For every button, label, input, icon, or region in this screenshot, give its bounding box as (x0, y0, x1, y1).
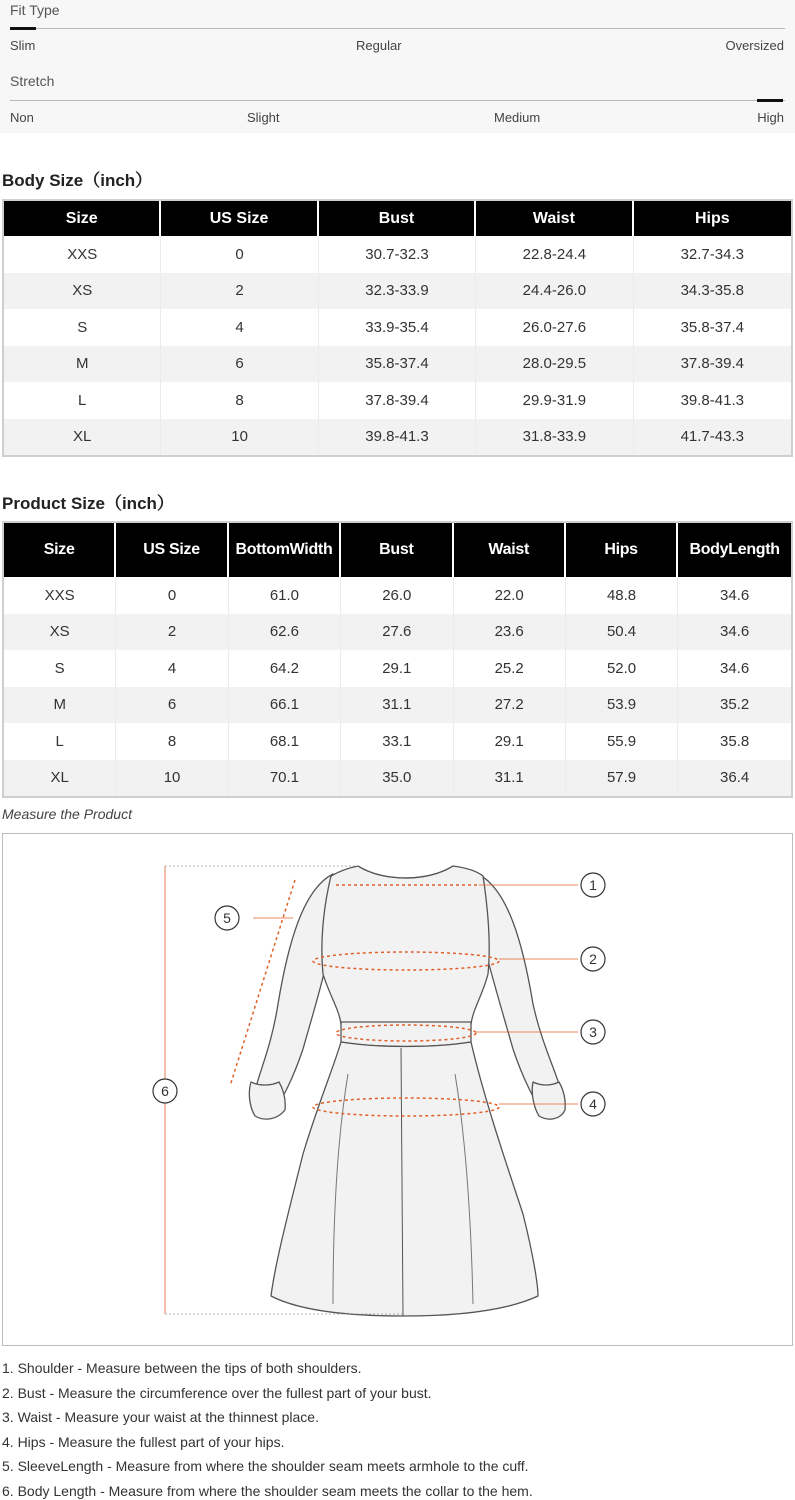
column-header: Bust (319, 201, 476, 236)
table-cell: 0 (116, 577, 228, 614)
measure-caption: Measure the Product (2, 806, 132, 822)
column-header: Size (4, 523, 116, 577)
table-cell: 36.4 (678, 760, 791, 797)
product-size-heading: Product Size（inch） (2, 494, 174, 513)
table-cell: 32.7-34.3 (634, 236, 791, 273)
table-cell: 35.2 (678, 687, 791, 724)
column-header: Bust (341, 523, 453, 577)
stretch-selected-marker (757, 99, 783, 102)
table-cell: 10 (161, 419, 318, 456)
table-cell: 31.1 (341, 687, 453, 724)
table-cell: 48.8 (566, 577, 678, 614)
table-cell: 33.1 (341, 723, 453, 760)
table-cell: 27.6 (341, 614, 453, 651)
stretch-label-medium: Medium (494, 110, 541, 125)
instruction-item: 2. Bust - Measure the circumference over the fullest part of your bust. (2, 1384, 432, 1401)
table-cell: 25.2 (454, 650, 566, 687)
column-header: Hips (566, 523, 678, 577)
column-header: Hips (634, 201, 791, 236)
table-cell: 27.2 (454, 687, 566, 724)
callout-5-label: 5 (223, 910, 231, 926)
table-row (4, 760, 791, 797)
instruction-item: 5. SleeveLength - Measure from where the shoulder seam meets armhole to the cuff. (2, 1458, 529, 1474)
table-cell: 24.4-26.0 (476, 273, 633, 310)
instruction-item: 3. Waist - Measure your waist at the thinnest place. (2, 1409, 319, 1425)
instruction-item: 6. Body Length - Measure from where the shoulder seam meets the collar to the hem. (2, 1482, 533, 1499)
table-row (4, 723, 791, 760)
table-cell: L (4, 723, 116, 760)
dress-waistband (341, 1022, 471, 1047)
table-cell: 30.7-32.3 (319, 236, 476, 273)
dress-bodice (322, 866, 489, 1024)
table-cell: 31.1 (454, 760, 566, 797)
fit-type-selected-marker (10, 27, 36, 30)
column-header: BodyLength (678, 523, 791, 577)
table-cell: 26.0-27.6 (476, 309, 633, 346)
table-cell: L (4, 382, 161, 419)
fit-type-label-slim: Slim (10, 38, 36, 53)
table-cell: 53.9 (566, 687, 678, 724)
left-sleeve (253, 874, 333, 1112)
body-size-heading: Body Size（inch） (2, 171, 153, 190)
table-cell: 6 (116, 687, 228, 724)
table-cell: XS (4, 614, 116, 651)
table-cell: 22.0 (454, 577, 566, 614)
fit-type-scale (10, 28, 785, 29)
table-row (4, 687, 791, 724)
measure-illustration (2, 833, 793, 1346)
table-row (4, 309, 791, 346)
table-cell: 35.8-37.4 (634, 309, 791, 346)
table-cell: 32.3-33.9 (319, 273, 476, 310)
table-cell: S (4, 309, 161, 346)
dress-diagram (3, 834, 792, 1345)
table-cell: 26.0 (341, 577, 453, 614)
table-cell: 8 (116, 723, 228, 760)
stretch-scale (10, 100, 785, 101)
dress-skirt (271, 1042, 538, 1316)
table-cell: 57.9 (566, 760, 678, 797)
table-cell: 6 (161, 346, 318, 383)
table-row (4, 614, 791, 651)
instruction-item: 1. Shoulder - Measure between the tips of both shoulders. (2, 1360, 362, 1376)
table-cell: 35.8-37.4 (319, 346, 476, 383)
table-cell: 41.7-43.3 (634, 419, 791, 456)
fit-panel (0, 0, 795, 133)
fit-type-label-oversized: Oversized (725, 38, 784, 53)
table-cell: XXS (4, 236, 161, 273)
table-cell: M (4, 687, 116, 724)
column-header: Size (4, 201, 161, 236)
table-cell: XL (4, 419, 161, 456)
table-cell: 68.1 (229, 723, 341, 760)
table-cell: 34.3-35.8 (634, 273, 791, 310)
table-cell: 50.4 (566, 614, 678, 651)
body-size-table (2, 199, 793, 457)
table-row (4, 236, 791, 273)
table-cell: 8 (161, 382, 318, 419)
table-cell: 62.6 (229, 614, 341, 651)
table-cell: XL (4, 760, 116, 797)
fit-type-title: Fit Type (10, 2, 60, 18)
table-cell: 2 (161, 273, 318, 310)
table-cell: XXS (4, 577, 116, 614)
table-cell: XS (4, 273, 161, 310)
table-row (4, 577, 791, 614)
stretch-label-high: High (757, 110, 784, 125)
table-cell: 2 (116, 614, 228, 651)
table-cell: M (4, 346, 161, 383)
callout-1-label: 1 (589, 877, 597, 893)
table-cell: 39.8-41.3 (634, 382, 791, 419)
stretch-label-slight: Slight (247, 110, 280, 125)
table-cell: 34.6 (678, 650, 791, 687)
table-row (4, 650, 791, 687)
table-row (4, 273, 791, 310)
table-cell: 29.1 (341, 650, 453, 687)
table-cell: 31.8-33.9 (476, 419, 633, 456)
table-cell: 10 (116, 760, 228, 797)
table-cell: 35.8 (678, 723, 791, 760)
instruction-item: 4. Hips - Measure the fullest part of your hips. (2, 1433, 285, 1450)
table-header-row (4, 523, 791, 577)
column-header: BottomWidth (229, 523, 341, 577)
table-cell: S (4, 650, 116, 687)
table-cell: 34.6 (678, 577, 791, 614)
table-cell: 61.0 (229, 577, 341, 614)
left-cuff (249, 1082, 285, 1119)
callout-3-label: 3 (589, 1024, 597, 1040)
table-cell: 37.8-39.4 (319, 382, 476, 419)
table-row (4, 419, 791, 456)
table-header-row (4, 201, 791, 236)
table-cell: 39.8-41.3 (319, 419, 476, 456)
column-header: Waist (454, 523, 566, 577)
table-cell: 4 (161, 309, 318, 346)
table-cell: 33.9-35.4 (319, 309, 476, 346)
table-cell: 29.1 (454, 723, 566, 760)
table-cell: 0 (161, 236, 318, 273)
table-cell: 35.0 (341, 760, 453, 797)
table-cell: 29.9-31.9 (476, 382, 633, 419)
table-cell: 66.1 (229, 687, 341, 724)
table-cell: 4 (116, 650, 228, 687)
right-sleeve (478, 874, 563, 1112)
table-cell: 22.8-24.4 (476, 236, 633, 273)
column-header: US Size (116, 523, 228, 577)
table-cell: 23.6 (454, 614, 566, 651)
measurement-instructions (2, 1356, 533, 1500)
table-cell: 70.1 (229, 760, 341, 797)
stretch-label-non: Non (10, 110, 34, 125)
table-row (4, 346, 791, 383)
table-cell: 34.6 (678, 614, 791, 651)
stretch-title: Stretch (10, 73, 55, 89)
callout-4-label: 4 (589, 1096, 597, 1112)
table-cell: 55.9 (566, 723, 678, 760)
callout-6-label: 6 (161, 1083, 169, 1099)
column-header: Waist (476, 201, 633, 236)
callout-2-label: 2 (589, 951, 597, 967)
product-size-table (2, 521, 793, 798)
table-row (4, 382, 791, 419)
table-cell: 52.0 (566, 650, 678, 687)
table-cell: 64.2 (229, 650, 341, 687)
table-cell: 37.8-39.4 (634, 346, 791, 383)
column-header: US Size (161, 201, 318, 236)
fit-type-label-regular: Regular (356, 38, 402, 53)
right-cuff (532, 1082, 565, 1119)
table-cell: 28.0-29.5 (476, 346, 633, 383)
